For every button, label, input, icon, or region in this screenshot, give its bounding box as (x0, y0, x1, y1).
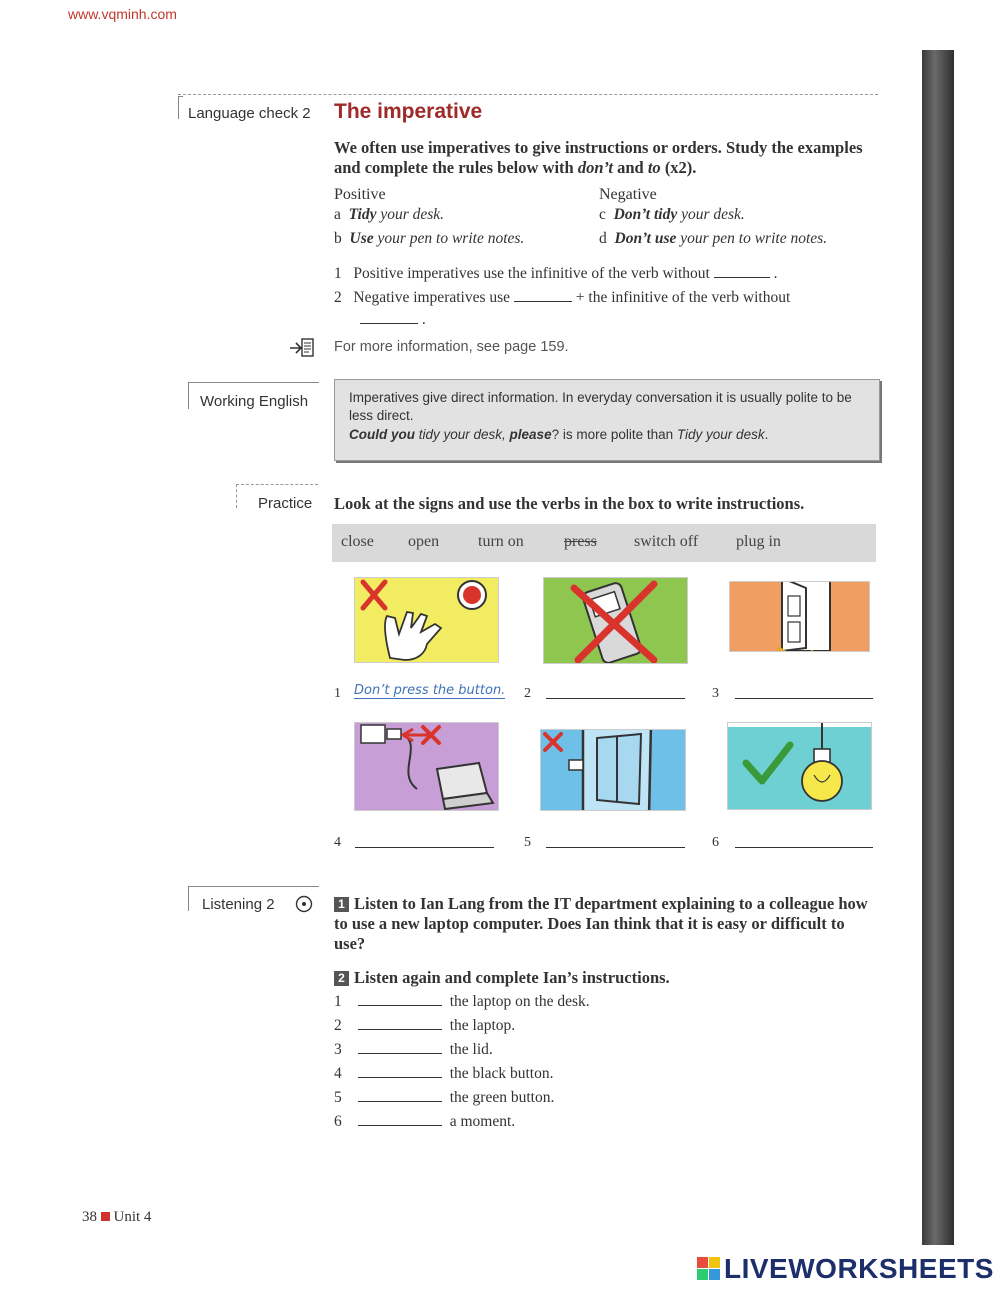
instruction-5: 5 the green button. (334, 1089, 555, 1106)
listening-question-1: 1 Listen to Ian Lang from the IT department explaining to a colleague how to use a new laptop computer. Does Ian think that it is easy or difficult to use? (334, 894, 868, 953)
verb-plug-in: plug in (736, 533, 781, 550)
page-title: The imperative (334, 100, 483, 123)
instruction-2-blank[interactable] (358, 1029, 442, 1030)
rule-2-blank-b[interactable] (360, 323, 418, 324)
reference-icon (288, 336, 316, 360)
instruction-1-blank[interactable] (358, 1005, 442, 1006)
example-b: b Use your pen to write notes. (334, 230, 525, 247)
instruction-1: 1 the laptop on the desk. (334, 993, 590, 1010)
label-bracket (188, 886, 193, 911)
verb-turn-on: turn on (478, 533, 524, 550)
item-2-answer-field[interactable] (546, 698, 685, 699)
watermark-url: www.vqminh.com (68, 6, 177, 22)
label-rule (188, 382, 319, 383)
instruction-4-blank[interactable] (358, 1077, 442, 1078)
verb-switch-off: switch off (634, 533, 699, 550)
working-english-line-1: Imperatives give direct information. In everyday conversation it is usually polite to be less direct. (349, 390, 852, 423)
question-1-number: 1 (334, 897, 349, 912)
more-info-note: For more information, see page 159. (334, 339, 569, 355)
footer-square-icon (101, 1212, 110, 1221)
item-4-answer-field[interactable] (355, 847, 494, 848)
verb-press-struck: press (564, 533, 597, 550)
rule-1-blank[interactable] (714, 277, 770, 278)
rule-2-blank-a[interactable] (514, 301, 572, 302)
brand-name: LIVEWORKSHEETS (724, 1253, 994, 1284)
negative-heading: Negative (599, 186, 657, 203)
label-bracket (178, 96, 183, 119)
page-footer: 38 Unit 4 (82, 1209, 152, 1225)
audio-cd-icon[interactable] (295, 895, 313, 913)
listening-label: Listening 2 (202, 896, 275, 913)
verb-open: open (408, 533, 440, 550)
sign-press-button-icon (354, 577, 499, 663)
rule-2-cont: . (360, 311, 426, 329)
sign-close-window-icon (540, 729, 686, 811)
item-4-number: 4 (334, 835, 341, 850)
sign-open-door-icon (729, 581, 870, 652)
rule-2: 2 Negative imperatives use + the infinitive of the verb without (334, 289, 791, 306)
verb-close: close (341, 533, 374, 550)
item-5-number: 5 (524, 835, 531, 850)
working-english-line-2: Could you tidy your desk, please? is more polite than Tidy your desk. (349, 427, 769, 442)
label-bracket (236, 484, 237, 508)
label-bracket (188, 382, 193, 409)
item-2-number: 2 (524, 686, 531, 701)
item-6-number: 6 (712, 835, 719, 850)
item-3-number: 3 (712, 686, 719, 701)
listening-question-2: 2 Listen again and complete Ian’s instructions. (334, 968, 874, 988)
working-english-label: Working English (200, 393, 309, 410)
item-5-answer-field[interactable] (546, 847, 685, 848)
question-2-number: 2 (334, 971, 349, 986)
instruction-5-blank[interactable] (358, 1101, 442, 1102)
instruction-3-blank[interactable] (358, 1053, 442, 1054)
language-check-label: Language check 2 (188, 105, 311, 122)
practice-instruction: Look at the signs and use the verbs in the box to write instructions. (334, 494, 805, 513)
sign-plug-in-laptop-icon (354, 722, 499, 811)
instruction-4: 4 the black button. (334, 1065, 554, 1082)
label-rule (188, 886, 319, 887)
item-3-answer-field[interactable] (735, 698, 873, 699)
sign-turn-on-light-icon (727, 722, 872, 810)
verb-box (332, 524, 876, 562)
instruction-2: 2 the laptop. (334, 1017, 516, 1034)
example-a: a Tidy your desk. (334, 206, 445, 223)
example-c: c Don’t tidy your desk. (599, 206, 745, 223)
item-1-answer[interactable]: Don’t press the button. (354, 683, 506, 698)
instruction-3: 3 the lid. (334, 1041, 493, 1058)
page-spine-shadow (922, 50, 954, 1245)
item-6-answer-field[interactable] (735, 847, 873, 848)
positive-heading: Positive (334, 186, 386, 203)
liveworksheets-logo-icon (697, 1257, 721, 1281)
label-rule (236, 484, 318, 485)
practice-label: Practice (258, 495, 313, 512)
sign-mobile-phone-icon (543, 577, 688, 664)
example-d: d Don’t use your pen to write notes. (599, 230, 828, 247)
rule-1: 1 Positive imperatives use the infinitive of the verb without . (334, 265, 778, 282)
instruction-6: 6 a moment. (334, 1113, 516, 1130)
working-english-box (334, 379, 880, 461)
section-divider (178, 94, 878, 95)
intro-text: We often use imperatives to give instructions or orders. Study the examples and complete the rules below with don’t and to (x2). (334, 138, 863, 177)
instruction-6-blank[interactable] (358, 1125, 442, 1126)
item-1-number: 1 (334, 686, 341, 701)
